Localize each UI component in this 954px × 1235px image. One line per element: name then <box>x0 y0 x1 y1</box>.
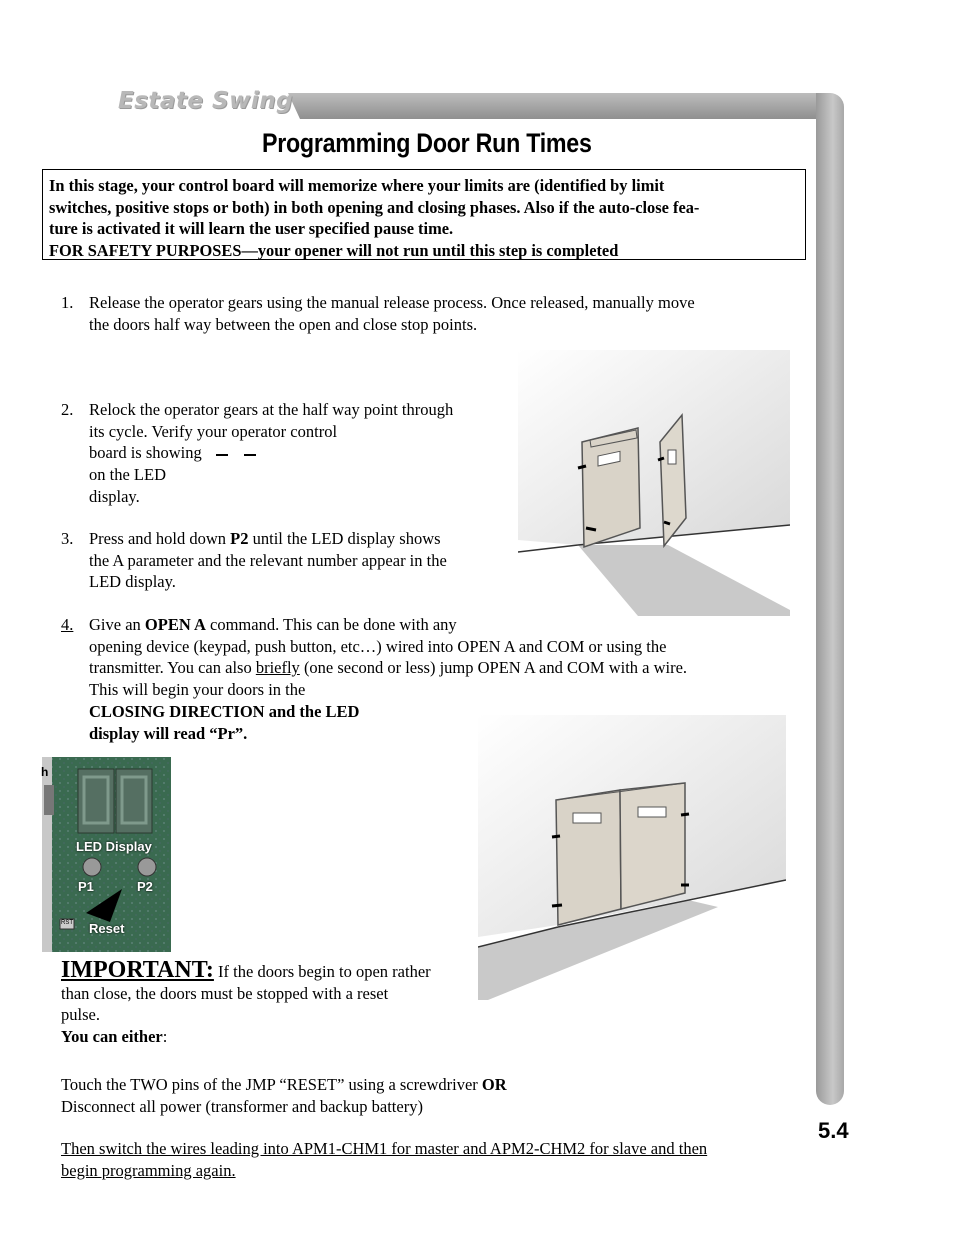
step-number: 4. <box>61 615 74 634</box>
final-instruction <box>61 1138 801 1181</box>
final-line: Then switch the wires leading into APM1-CHM1 for master and APM2-CHM2 for slave and then <box>61 1139 708 1158</box>
p2-label: P2 <box>137 879 153 894</box>
step-line: opening device (keypad, push button, etc…) wired into OPEN A and COM or using the <box>89 636 667 656</box>
header-bar <box>284 93 832 119</box>
important-line: pulse. <box>61 1005 100 1025</box>
intro-box <box>42 169 806 260</box>
board-corner-label: h <box>41 765 49 779</box>
side-bar <box>816 93 844 1105</box>
brand-label: Estate Swing <box>118 88 294 114</box>
step-line: display. <box>89 486 140 506</box>
step-number: 1. <box>61 293 74 312</box>
step-line: This will begin your doors in the <box>89 680 306 700</box>
step-line: transmitter. You can also briefly (one second or less) jump OPEN A and COM with a wire. <box>89 658 688 678</box>
reset-options <box>61 1074 801 1117</box>
step-line: display will read “Pr”. <box>89 723 248 743</box>
important-line: IMPORTANT: If the doors begin to open rather <box>61 957 431 983</box>
led-dash-icon <box>216 454 228 456</box>
step-line: CLOSING DIRECTION and the LED <box>89 701 360 721</box>
p1-label: P1 <box>78 879 94 894</box>
led-dash-icon <box>244 454 256 456</box>
step-line: the A parameter and the relevant number appear in the <box>89 550 447 570</box>
important-section <box>61 957 491 1048</box>
step-line: LED display. <box>89 572 176 592</box>
step-number: 2. <box>61 400 74 419</box>
important-line: than close, the doors must be stopped with a reset <box>61 983 389 1003</box>
closed-doors-illustration <box>478 715 786 1000</box>
option-line: Disconnect all power (transformer and backup battery) <box>61 1096 423 1116</box>
page-number: 5.4 <box>818 1118 849 1143</box>
step-line: its cycle. Verify your operator control <box>89 421 338 441</box>
step-line: Release the operator gears using the manual release process. Once released, manually move <box>89 293 695 312</box>
intro-line: FOR SAFETY PURPOSES—your opener will not run until this step is completed <box>49 241 619 261</box>
rst-label: RST <box>61 920 73 926</box>
step-line: Relock the operator gears at the half way point through <box>89 400 454 419</box>
control-board-photo <box>42 757 171 952</box>
intro-line: switches, positive stops or both) in both opening and closing phases. Also if the auto-close fea- <box>49 197 700 217</box>
step-number: 3. <box>61 529 74 548</box>
page-title: Programming Door Run Times <box>262 128 592 158</box>
final-line: begin programming again. <box>61 1160 236 1180</box>
option-line: Touch the TWO pins of the JMP “RESET” using a screwdriver OR <box>61 1075 507 1094</box>
intro-line: ture is activated it will learn the user specified pause time. <box>49 219 454 239</box>
reset-label: Reset <box>89 921 125 936</box>
important-line: You can either: <box>61 1027 168 1047</box>
intro-line: In this stage, your control board will memorize where your limits are (identified by limit <box>49 176 665 195</box>
led-display-label: LED Display <box>76 839 152 854</box>
step-line: the doors half way between the open and close stop points. <box>89 314 478 334</box>
step-line: Press and hold down P2 until the LED display shows <box>89 529 441 548</box>
important-heading: IMPORTANT: <box>61 957 214 983</box>
step-line: board is showing <box>89 442 509 464</box>
step-line: on the LED <box>89 465 166 485</box>
step-line: Give an OPEN A command. This can be done with any <box>89 615 457 634</box>
open-doors-illustration <box>518 350 790 616</box>
